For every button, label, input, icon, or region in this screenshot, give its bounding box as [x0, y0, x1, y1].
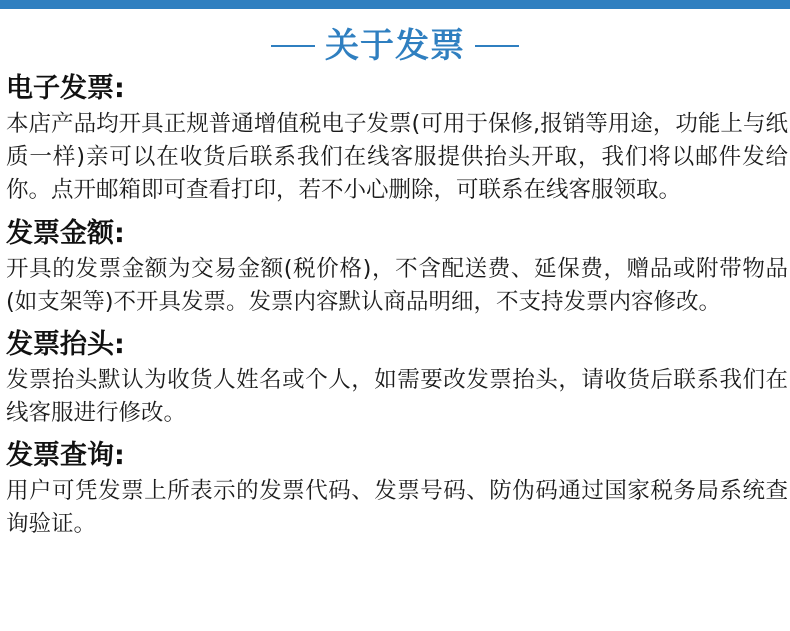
section-heading: 发票抬头: [6, 329, 125, 360]
section-body: 发票抬头默认为收货人姓名或个人，如需要改发票抬头，请收货后联系我们在线客服进行修改。 [6, 367, 788, 426]
top-accent-bar [0, 0, 790, 9]
section-heading: 发票金额: [6, 218, 125, 249]
section-body: 用户可凭发票上所表示的发票代码、发票号码、防伪码通过国家税务局系统查询验证。 [6, 478, 788, 537]
page-title: 关于发票 [325, 26, 465, 66]
section-invoice-query [6, 437, 788, 541]
section-heading: 电子发票: [6, 73, 125, 104]
section-electronic-invoice [6, 70, 788, 207]
section-body: 本店产品均开具正规普通增值税电子发票(可用于保修,报销等用途，功能上与纸质一样)亲可以在收货后联系我们在线客服提供抬头开取，我们将以邮件发给你。点开邮箱即可查看打印，若不小心删除，可联系在线客服领取。 [6, 111, 788, 203]
section-invoice-header [6, 326, 788, 430]
title-left-rule [271, 45, 315, 47]
section-body: 开具的发票金额为交易金额(税价格)，不含配送费、延保费，赠品或附带物品(如支架等)不开具发票。发票内容默认商品明细，不支持发票内容修改。 [6, 256, 788, 315]
title-right-rule [475, 45, 519, 47]
section-heading: 发票查询: [6, 440, 125, 471]
section-invoice-amount [6, 215, 788, 319]
title-row [0, 24, 790, 68]
invoice-info-content [6, 70, 788, 541]
